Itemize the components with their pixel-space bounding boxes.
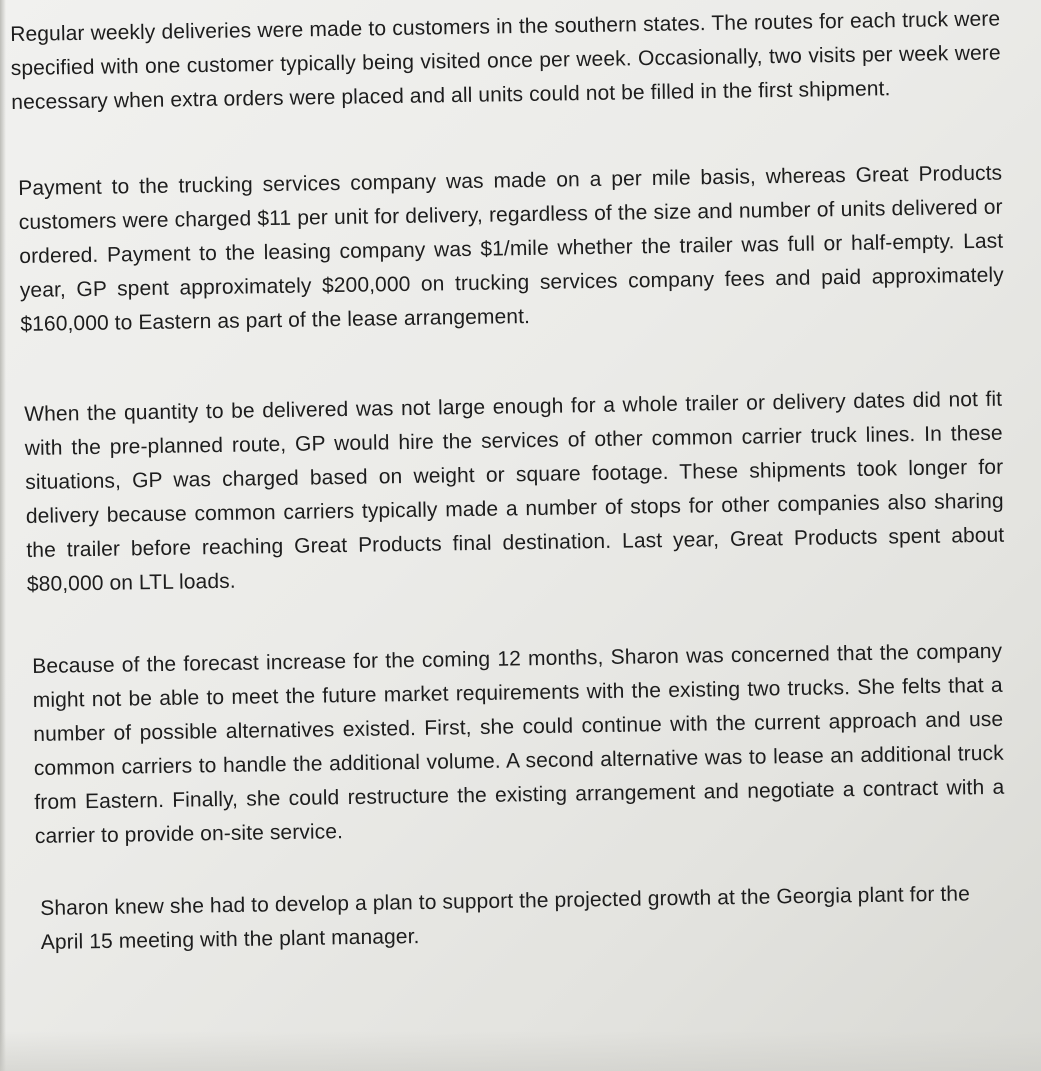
bottom-shadow [0, 1031, 1041, 1071]
paragraph-weekly-deliveries: Regular weekly deliveries were made to customers in the southern states. The routes for each truck were specified with one customer typically being visited once per week. Occasionally, two visits per week were necessary when extra orders were placed and all units could not be filled in the first shipment. [10, 7, 1001, 114]
paragraph-plan: Sharon knew she had to develop a plan to support the projected growth at the Georgia plant for the April 15 meeting with the plant manager. [40, 882, 971, 954]
paragraph-alternatives: Because of the forecast increase for the coming 12 months, Sharon was concerned that the company might not be able to meet the future market requirements with the existing two trucks. She felts that a number of possible alternatives existed. First, she could continue with the current approach and use common carriers to handle the additional volume. A second alternative was to lease an additional truck from Eastern. Finally, she could restructure the existing arrangement and negotiate a contract with a carrier to provide on-site service. [32, 639, 1005, 848]
paragraph-common-carriers: When the quantity to be delivered was not large enough for a whole trailer or delivery dates did not fit with the pre-planned route, GP would hire the services of other common carrier truck lines. In these situations, GP was charged based on weight or square footage. These shipments took longer for delivery because common carriers typically made a number of stops for other companies also sharing the trailer before reaching Great Products final destination. Last year, Great Products spent about $80,000 on LTL loads. [24, 387, 1005, 596]
page-edge-shadow [0, 0, 6, 1071]
paragraph-payment-terms: Payment to the trucking services company was made on a per mile basis, whereas Great Products customers were charged $11 per unit for delivery, regardless of the size and number of units delivered or ordered. Payment to the leasing company was $1/mile whether the trailer was full or half-empty. Last year, GP spent approximately $200,000 on trucking services company fees and paid approximately $160,000 to Eastern as part of the lease arrangement. [18, 161, 1004, 336]
